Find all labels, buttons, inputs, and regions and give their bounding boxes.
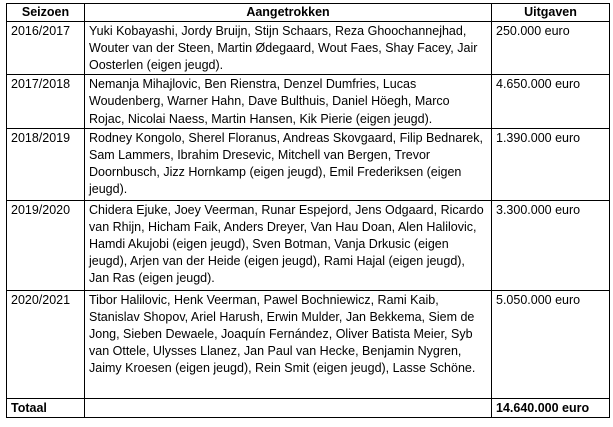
header-spend: Uitgaven [492, 4, 610, 22]
total-label: Totaal [7, 398, 85, 417]
season-cell: 2020/2021 [7, 290, 85, 398]
transfers-table [6, 3, 610, 418]
total-spend: 14.640.000 euro [492, 398, 610, 417]
players-cell: Yuki Kobayashi, Jordy Bruijn, Stijn Schaars, Reza Ghoochannejhad, Wouter van der Steen, Martin Ødegaard, Wout Faes, Shay Facey, Jair Oosterlen (eigen jeugd). [85, 22, 492, 75]
header-row [7, 4, 610, 22]
spend-cell: 5.050.000 euro [492, 290, 610, 398]
season-cell: 2016/2017 [7, 22, 85, 75]
players-cell: Nemanja Mihajlovic, Ben Rienstra, Denzel Dumfries, Lucas Woudenberg, Warner Hahn, Dave Bulthuis, Daniel Höegh, Marco Rojac, Nicolai Naess, Martin Hansen, Kik Pierie (eigen jeugd). [85, 75, 492, 128]
table-row [7, 22, 610, 75]
total-row [7, 398, 610, 417]
players-cell: Chidera Ejuke, Joey Veerman, Runar Espejord, Jens Odgaard, Ricardo van Rhijn, Hicham Faik, Anders Dreyer, Van Hau Doan, Alen Halilovic, Hamdi Akujobi (eigen jeugd), Sven Botman, Vanja Drkusic (eigen jeugd), Arjen van der Heide (eigen jeugd), Rami Hajal (eigen jeugd), Jan Ras (eigen jeugd). [85, 200, 492, 290]
spend-cell: 1.390.000 euro [492, 128, 610, 200]
table-row [7, 128, 610, 200]
table-row [7, 290, 610, 398]
season-cell: 2019/2020 [7, 200, 85, 290]
season-cell: 2018/2019 [7, 128, 85, 200]
season-cell: 2017/2018 [7, 75, 85, 128]
spend-cell: 250.000 euro [492, 22, 610, 75]
players-cell: Tibor Halilovic, Henk Veerman, Pawel Bochniewicz, Rami Kaib, Stanislav Shopov, Ariel Harush, Erwin Mulder, Jan Bekkema, Siem de Jong, Sieben Dewaele, Joaquín Fernández, Oliver Batista Meier, Syb van Ottele, Ulysses Llanez, Jan Paul van Hecke, Benjamin Nygren, Jaimy Kroesen (eigen jeugd), Rein Smit (eigen jeugd), Lasse Schöne. [85, 290, 492, 398]
header-players: Aangetrokken [85, 4, 492, 22]
total-players-cell [85, 398, 492, 417]
players-cell: Rodney Kongolo, Sherel Floranus, Andreas Skovgaard, Filip Bednarek, Sam Lammers, Ibrahim Dresevic, Mitchell van Bergen, Trevor Doornbusch, Jizz Hornkamp (eigen jeugd), Emil Frederiksen (eigen jeugd). [85, 128, 492, 200]
table-row [7, 75, 610, 128]
header-season: Seizoen [7, 4, 85, 22]
table-row [7, 200, 610, 290]
spend-cell: 4.650.000 euro [492, 75, 610, 128]
spend-cell: 3.300.000 euro [492, 200, 610, 290]
